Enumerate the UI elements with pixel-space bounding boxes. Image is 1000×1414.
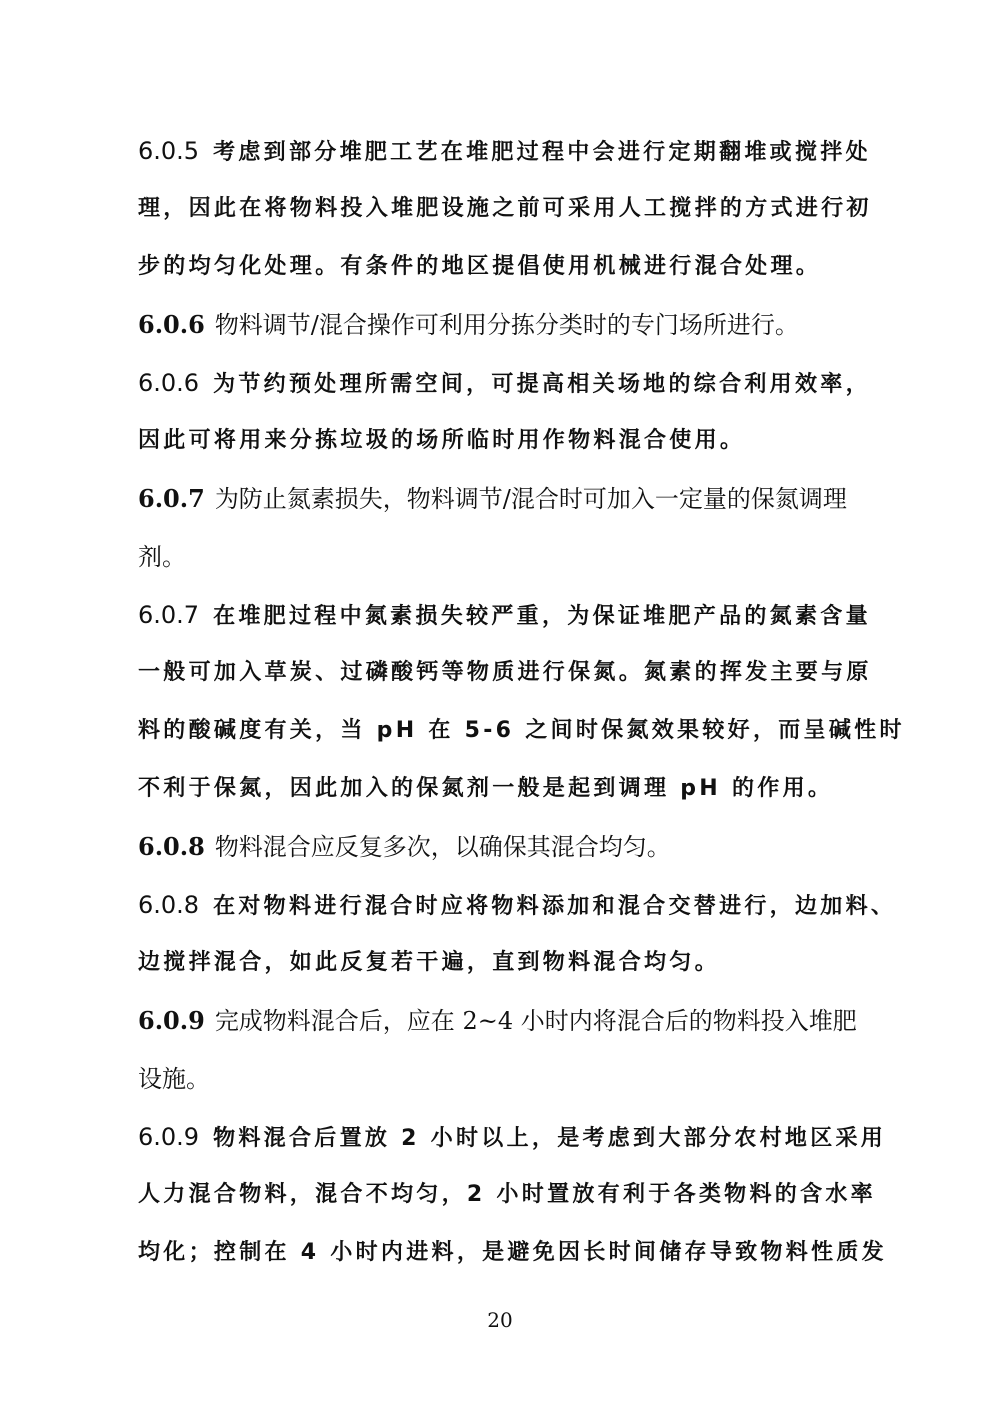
text-line [138, 247, 862, 287]
text-line [138, 305, 862, 345]
line-text: 剂。 [138, 543, 186, 571]
line-text: 为节约预处理所需空间，可提高相关场地的综合利用效率， [213, 372, 871, 397]
line-text: 设施。 [138, 1065, 210, 1093]
line-text: 物料调节/混合操作可利用分拣分类时的专门场所进行。 [214, 311, 799, 339]
section-number: 6.0.8 [138, 891, 200, 919]
text-line [138, 421, 862, 461]
section-number: 6.0.5 [138, 137, 200, 165]
text-line [138, 537, 862, 577]
line-text: 物料混合应反复多次，以确保其混合均匀。 [214, 833, 671, 861]
text-line [138, 943, 862, 983]
line-text: 考虑到部分堆肥工艺在堆肥过程中会进行定期翻堆或搅拌处 [213, 140, 871, 165]
section-number: 6.0.6 [138, 369, 200, 397]
text-line [138, 189, 872, 229]
page-number: 20 [487, 1308, 513, 1332]
text-line [138, 479, 862, 519]
line-text: 一般可加入草炭、过磷酸钙等物质进行保氮。氮素的挥发主要与原 [138, 660, 872, 685]
line-text: 因此可将用来分拣垃圾的场所临时用作物料混合使用。 [138, 428, 746, 453]
text-line [138, 1117, 887, 1157]
line-text: 在堆肥过程中氮素损失较严重，为保证堆肥产品的氮素含量 [213, 604, 871, 629]
text-line [138, 885, 897, 925]
section-number: 6.0.7 [138, 601, 200, 629]
line-text: 均化；控制在 4 小时内进料，是避免因长时间储存导致物料性质发 [138, 1240, 887, 1265]
text-line [138, 1175, 876, 1215]
line-text: 物料混合后置放 2 小时以上，是考虑到大部分农村地区采用 [213, 1126, 887, 1151]
section-number: 6.0.9 [138, 1006, 205, 1035]
section-number: 6.0.7 [138, 484, 205, 513]
line-text: 不利于保氮，因此加入的保氮剂一般是起到调理 pH 的作用。 [138, 776, 834, 801]
section-number: 6.0.9 [138, 1123, 200, 1151]
text-line [138, 1059, 862, 1099]
text-line [138, 711, 905, 751]
line-text: 在对物料进行混合时应将物料添加和混合交替进行，边加料、 [213, 894, 897, 919]
line-text: 理，因此在将物料投入堆肥设施之前可采用人工搅拌的方式进行初 [138, 196, 872, 221]
text-line [138, 363, 871, 403]
text-line [138, 595, 871, 635]
line-text: 人力混合物料，混合不均匀，2 小时置放有利于各类物料的含水率 [138, 1182, 876, 1207]
text-line [138, 827, 862, 867]
text-line [138, 769, 862, 809]
line-text: 边搅拌混合，如此反复若干遍，直到物料混合均匀。 [138, 950, 720, 975]
text-line [138, 1233, 887, 1273]
text-line [138, 653, 872, 693]
line-text: 步的均匀化处理。有条件的地区提倡使用机械进行混合处理。 [138, 254, 822, 279]
line-text: 料的酸碱度有关，当 pH 在 5-6 之间时保氮效果较好，而呈碱性时 [138, 718, 905, 743]
section-number: 6.0.6 [138, 310, 205, 339]
text-line [138, 131, 871, 171]
text-line [138, 1001, 862, 1041]
line-text: 完成物料混合后，应在 2~4 小时内将混合后的物料投入堆肥 [214, 1007, 857, 1035]
section-number: 6.0.8 [138, 832, 205, 861]
line-text: 为防止氮素损失，物料调节/混合时可加入一定量的保氮调理 [214, 485, 847, 513]
